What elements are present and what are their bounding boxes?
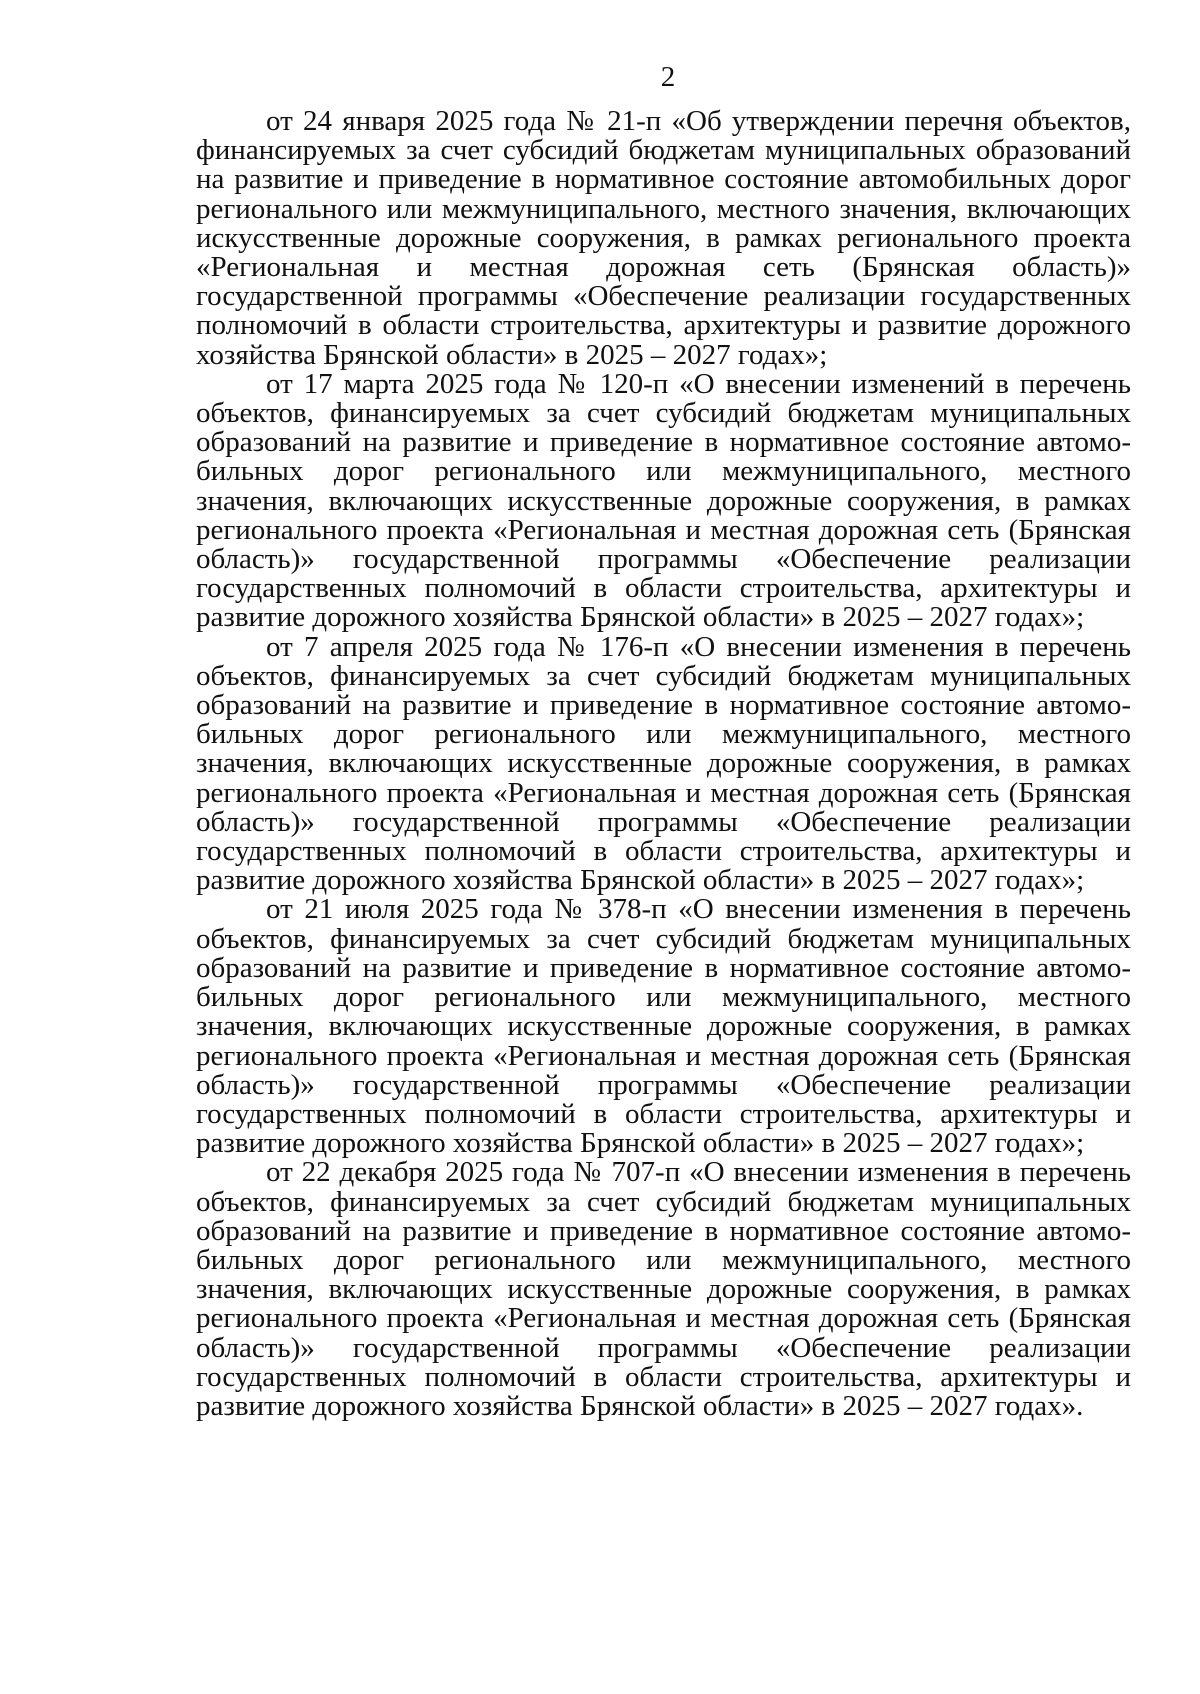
document-body: [196, 107, 1131, 1421]
paragraph-resolution-120p: от 17 марта 2025 года № 120-п «О внесении изменений в перечень объектов, финансируемых за счет субсидий бюджетам муниципальных образований на развитие и приведение в нормативное состояние автомобильных дорог регионального или межмуниципального, местного значения, включающих искусственные дорожные сооружения, в рамках регионального проекта «Региональная и местная дорожная сеть (Брянская область)» государственной программы «Обеспечение реализации государственных полномочий в области строительства, архитектуры и развитие дорожного хозяйства Брянской области» в 2025 – 2027 годах»;: [196, 367, 1131, 634]
paragraph-resolution-707p: от 22 декабря 2025 года № 707-п «О внесении изменения в перечень объектов, финансируемых за счет субсидий бюджетам муниципальных образований на развитие и приведение в нормативное состояние автомобильных дорог регионального или межмуниципального, местного значения, включающих искусственные дорожные сооружения, в рамках регионального проекта «Региональная и местная дорожная сеть (Брянская область)» государственной программы «Обеспечение реализации государственных полномочий в области строительства, архитектуры и развитие дорожного хозяйства Брянской области» в 2025 – 2027 годах».: [196, 1156, 1131, 1422]
page-number: 2: [660, 61, 676, 93]
paragraph-resolution-378p: от 21 июля 2025 года № 378-п «О внесении изменения в перечень объектов, финансируемых за счет субсидий бюджетам муниципальных образований на развитие и приведение в нормативное состояние автомобильных дорог регионального или межмуниципального, местного значения, включающих искусственные дорожные сооружения, в рамках регионального проекта «Региональная и местная дорожная сеть (Брянская область)» государственной программы «Обеспечение реализации государственных полномочий в области строительства, архитектуры и развитие дорожного хозяйства Брянской области» в 2025 – 2027 годах»;: [196, 893, 1131, 1160]
paragraph-resolution-176p: от 7 апреля 2025 года № 176-п «О внесении изменения в перечень объектов, финансируемых за счет субсидий бюджетам муниципальных образований на развитие и приведение в нормативное состояние автомобильных дорог регионального или межмуниципального, местного значения, включающих искусственные дорожные сооружения, в рамках регионального проекта «Региональная и местная дорожная сеть (Брянская область)» государственной программы «Обеспечение реализации государственных полномочий в области строительства, архитектуры и развитие дорожного хозяйства Брянской области» в 2025 – 2027 годах»;: [196, 630, 1131, 897]
paragraph-resolution-21p: от 24 января 2025 года № 21-п «Об утверждении перечня объектов, финансируемых за счет субсидий бюджетам муниципальных образований на развитие и приведение в нормативное состояние автомобильных дорог регионального или межмуниципального, местного значения, включающих искусственные дорожные сооружения, в рамках регионального проекта «Региональная и местная дорожная сеть (Брянская область)» государственной программы «Обеспечение реализации государственных полномочий в области строительства, архитектуры и развитие дорожного хозяйства Брянской области» в 2025 – 2027 годах»;: [196, 105, 1131, 371]
